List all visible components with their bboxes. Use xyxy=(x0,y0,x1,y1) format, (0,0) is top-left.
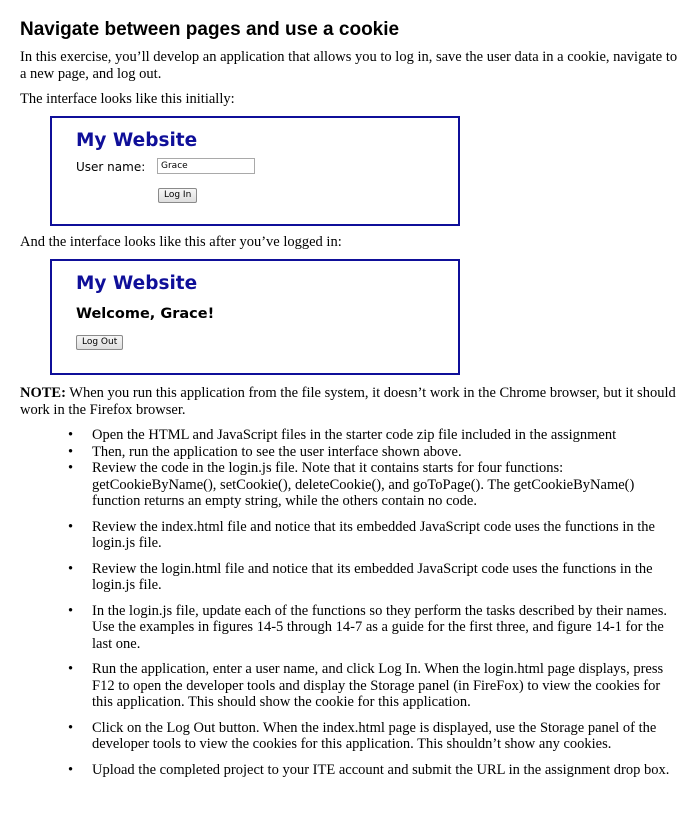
user-name-label: User name: xyxy=(76,160,146,174)
bullet-icon: • xyxy=(68,560,74,577)
initial-ui-screenshot xyxy=(50,116,460,226)
list-item xyxy=(20,720,680,753)
page-title: Navigate between pages and use a cookie xyxy=(20,19,400,40)
user-name-input[interactable]: Grace xyxy=(157,158,255,174)
welcome-message: Welcome, Grace! xyxy=(76,306,215,322)
bullet-icon: • xyxy=(68,443,74,460)
list-item-text: Open the HTML and JavaScript files in the starter code zip file included in the assignment xyxy=(92,427,617,443)
list-item xyxy=(20,603,680,653)
intro-paragraph: In this exercise, you’ll develop an application that allows you to log in, save the user data in a cookie, navigate to a new page, and log out. xyxy=(20,49,678,82)
note-paragraph xyxy=(20,385,680,419)
site-title: My Website xyxy=(76,273,198,294)
bullet-icon: • xyxy=(68,661,74,677)
bullet-icon: • xyxy=(68,719,74,736)
list-item xyxy=(20,519,680,552)
list-item xyxy=(20,661,680,711)
logged-in-ui-screenshot xyxy=(50,259,460,375)
list-item xyxy=(20,444,680,461)
steps-list xyxy=(20,427,680,778)
bullet-icon: • xyxy=(68,518,74,535)
bullet-icon: • xyxy=(68,602,74,619)
list-item xyxy=(20,460,680,510)
document-page xyxy=(20,18,680,778)
bullet-icon: • xyxy=(68,427,74,443)
list-item-text: Click on the Log Out button. When the index.html page is displayed, use the Storage panel of the developer tools to view the cookies for this application. This shouldn’t show any cookies. xyxy=(92,719,657,752)
list-item xyxy=(20,762,680,779)
initial-caption: The interface looks like this initially: xyxy=(20,91,235,107)
note-text: When you run this application from the file system, it doesn’t work in the Chrome browser, but it should work in the Firefox browser. xyxy=(20,385,676,418)
login-button[interactable]: Log In xyxy=(158,188,197,203)
list-item-text: Upload the completed project to your ITE account and submit the URL in the assignment drop box. xyxy=(92,761,670,778)
list-item-text: Run the application, enter a user name, and click Log In. When the login.html page displays, press F12 to open the developer tools and display the Storage panel (in FireFox) to view the cookies for this application. This should show the cookie for this application. xyxy=(92,661,664,710)
list-item-text: Review the index.html file and notice that its embedded JavaScript code uses the functions in the login.js file. xyxy=(92,518,655,551)
bullet-icon: • xyxy=(68,761,74,778)
list-item-text: Review the code in the login.js file. Note that it contains starts for four functions: getCookieByName(), setCookie(), deleteCookie(), and goToPage(). The getCookieByName() function returns an empty string, while the others contain no code. xyxy=(92,460,635,509)
list-item-text: Review the login.html file and notice that its embedded JavaScript code uses the functions in the login.js file. xyxy=(92,560,653,593)
note-label: NOTE: xyxy=(20,385,66,401)
list-item-text: Then, run the application to see the user interface shown above. xyxy=(92,443,462,460)
logout-button[interactable]: Log Out xyxy=(76,335,123,350)
list-item-text: In the login.js file, update each of the functions so they perform the tasks described by their names. Use the examples in figures 14-5 through 14-7 as a guide for the first three, and figure 14-1 for the last one. xyxy=(92,602,668,652)
bullet-icon: • xyxy=(68,460,74,476)
list-item xyxy=(20,427,680,444)
list-item xyxy=(20,561,680,594)
logged-in-caption: And the interface looks like this after you’ve logged in: xyxy=(20,234,342,250)
site-title: My Website xyxy=(76,130,198,151)
